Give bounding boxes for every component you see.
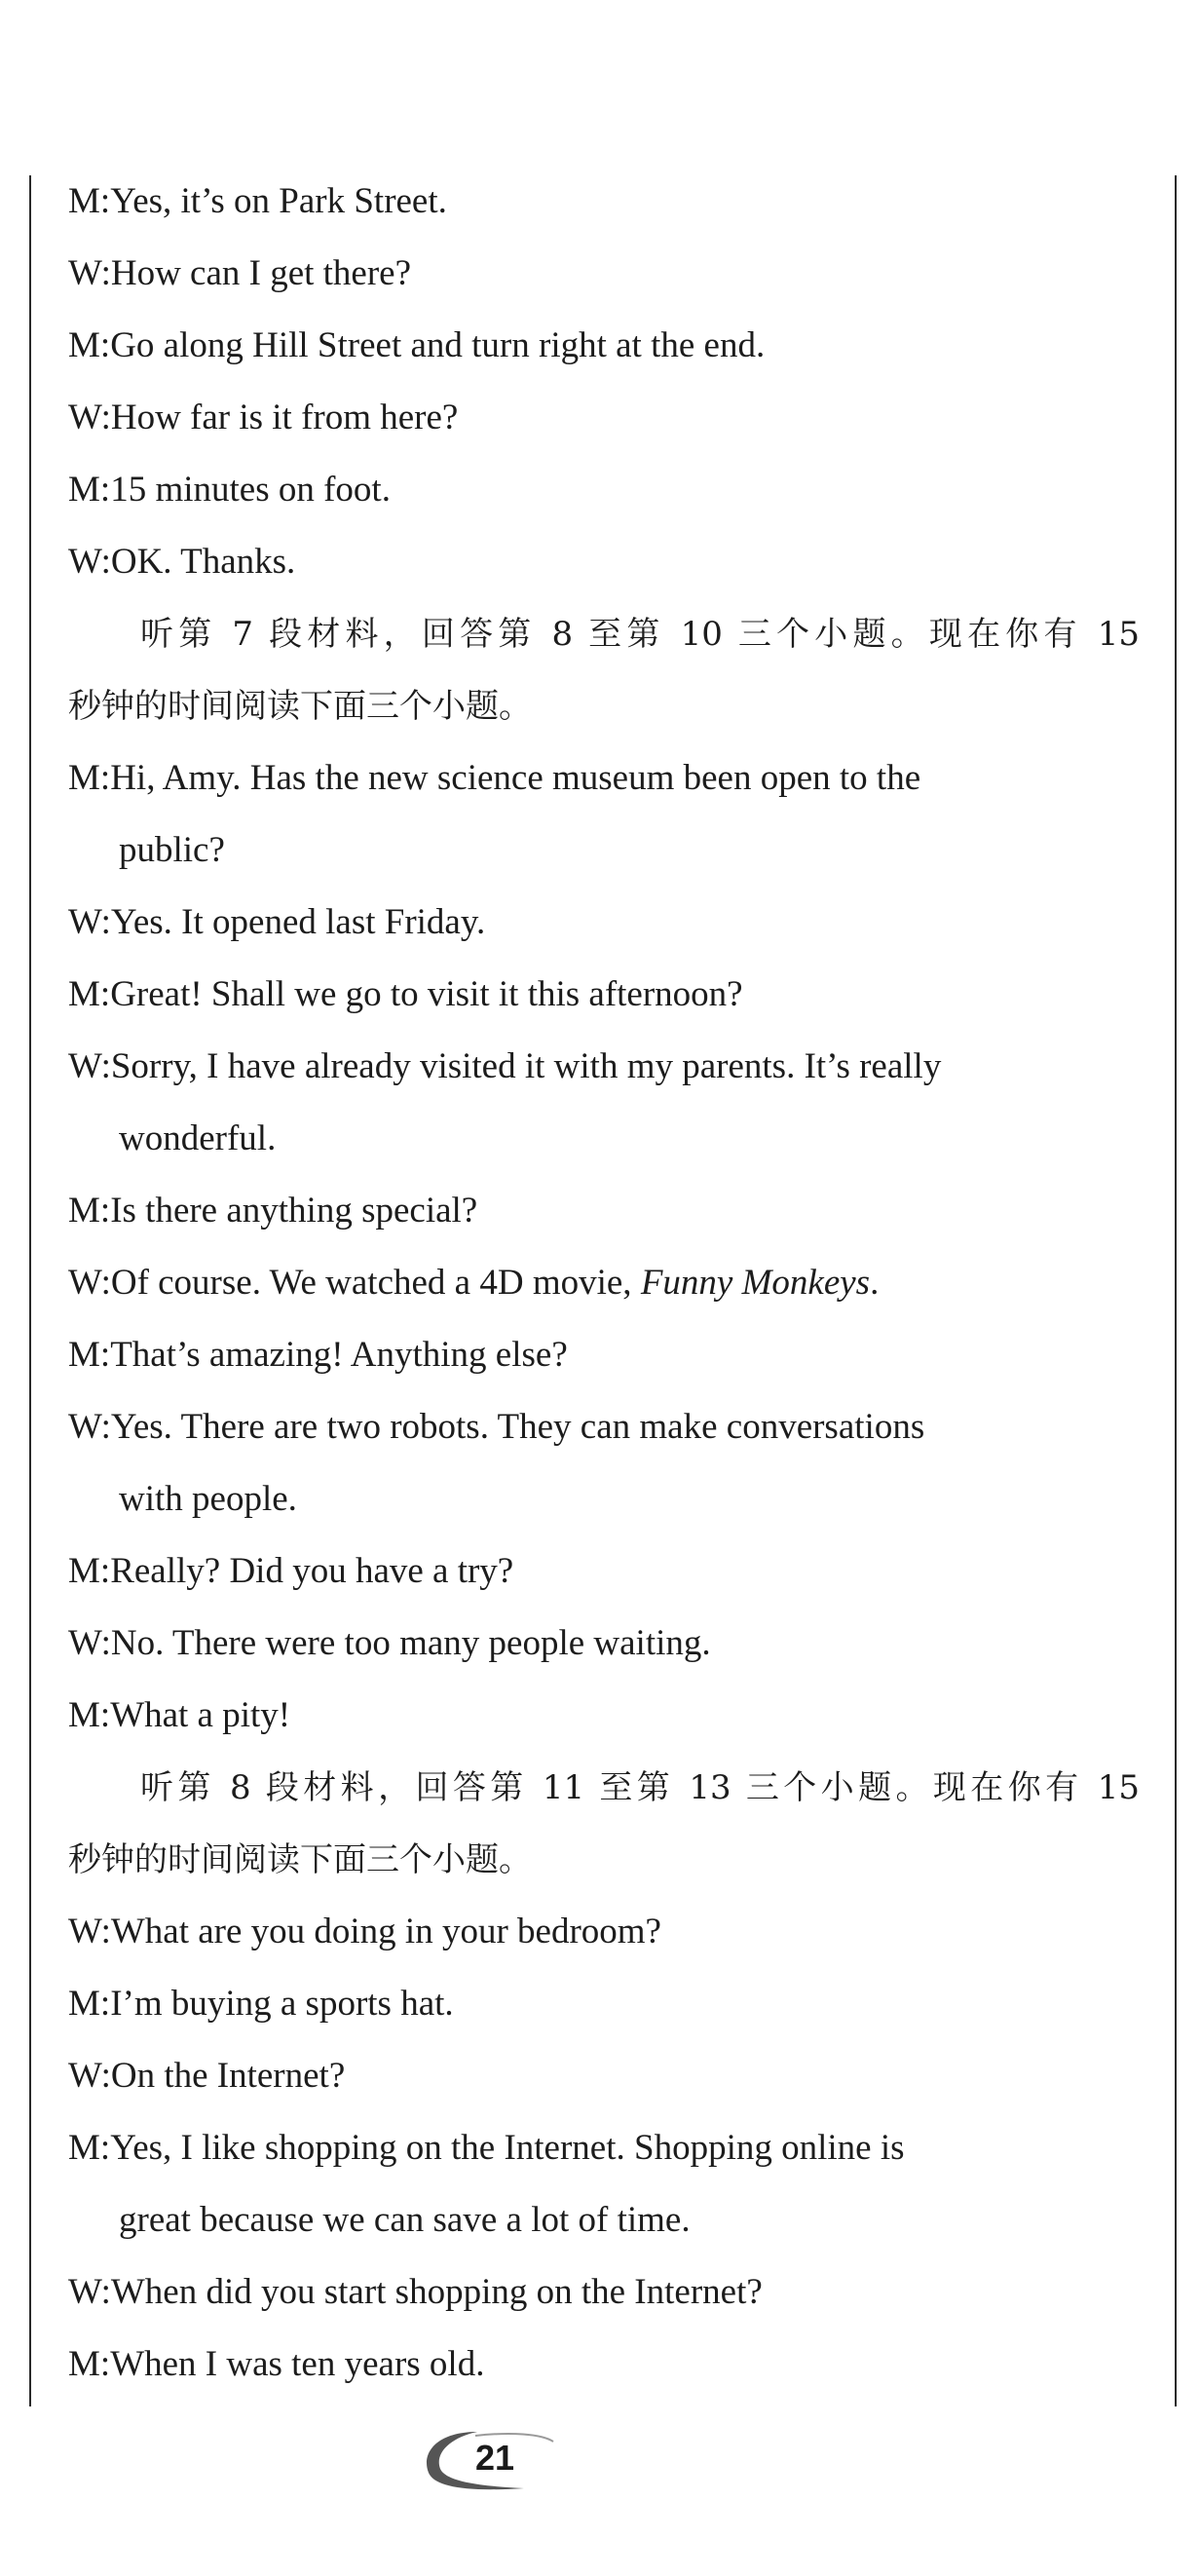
speaker-label: M	[68, 2344, 100, 2384]
dialogue-text: Sorry, I have already visited it with my parents. It’s really	[110, 1046, 942, 1086]
dialogue-line: M:Go along Hill Street and turn right at the end.	[68, 325, 766, 365]
dialogue-line: M:15 minutes on foot.	[68, 470, 391, 510]
dialogue-line: M:Really? Did you have a try?	[68, 1551, 514, 1591]
dialogue-text: Is there anything special?	[110, 1191, 478, 1231]
movie-title: Funny Monkeys	[640, 1263, 871, 1303]
dialogue-line: M:I’m buying a sports hat.	[68, 1984, 454, 2024]
speaker-label: M	[68, 470, 100, 510]
speaker-label: M	[68, 181, 100, 221]
dialogue-line: W:No. There were too many people waiting.	[68, 1623, 711, 1663]
section-8-instruction-cont: 秒钟的时间阅读下面三个小题。	[68, 1840, 532, 1879]
dialogue-line: W:Sorry, I have already visited it with my parents. It’s really	[68, 1046, 942, 1086]
speaker-label: M	[68, 2128, 100, 2168]
speaker-label: W	[68, 253, 101, 293]
dialogue-text: When I was ten years old.	[110, 2344, 485, 2384]
dialogue-text: Yes, I like shopping on the Internet. Shopping online is	[110, 2128, 905, 2168]
speaker-label: M	[68, 1335, 100, 1375]
dialogue-line: M:Yes, it’s on Park Street.	[68, 181, 447, 221]
dialogue-text: Yes, it’s on Park Street.	[110, 181, 447, 221]
dialogue-text: Great! Shall we go to visit it this afternoon?	[110, 974, 743, 1014]
dialogue-text: OK. Thanks.	[110, 542, 296, 582]
dialogue-line: W:When did you start shopping on the Internet?	[68, 2272, 763, 2312]
dialogue-line-continuation: with people.	[119, 1479, 297, 1519]
speaker-label: M	[68, 974, 100, 1014]
dialogue-line: M:What a pity!	[68, 1695, 291, 1735]
dialogue-line: W:What are you doing in your bedroom?	[68, 1912, 661, 1951]
speaker-label: W	[68, 1407, 101, 1447]
dialogue-text: That’s amazing! Anything else?	[110, 1335, 568, 1375]
section-7-instruction: 听第 7 段材料，回答第 8 至第 10 三个小题。现在你有 15	[140, 615, 1140, 654]
dialogue-text: No. There were too many people waiting.	[110, 1623, 711, 1663]
dialogue-line: W:Yes. There are two robots. They can make conversations	[68, 1407, 925, 1447]
dialogue-content	[68, 166, 1140, 2401]
dialogue-line-continuation: wonderful.	[119, 1118, 277, 1158]
dialogue-line: W:How far is it from here?	[68, 398, 459, 437]
speaker-label: M	[68, 1551, 100, 1591]
dialogue-line: M:When I was ten years old.	[68, 2344, 485, 2384]
dialogue-line: M:That’s amazing! Anything else?	[68, 1335, 568, 1375]
speaker-label: W	[68, 1912, 101, 1951]
speaker-label: W	[68, 398, 101, 437]
dialogue-text: 15 minutes on foot.	[110, 470, 391, 510]
dialogue-line: M:Is there anything special?	[68, 1191, 478, 1231]
dialogue-text: How far is it from here?	[110, 398, 459, 437]
dialogue-text: Of course. We watched a 4D movie,	[110, 1263, 641, 1303]
dialogue-text-end: .	[870, 1263, 880, 1303]
speaker-label: M	[68, 1191, 100, 1231]
dialogue-line-continuation: great because we can save a lot of time.	[119, 2200, 691, 2240]
dialogue-line: W:OK. Thanks.	[68, 542, 296, 582]
dialogue-text: I’m buying a sports hat.	[110, 1984, 454, 2024]
dialogue-text: Really? Did you have a try?	[110, 1551, 514, 1591]
dialogue-line-continuation: public?	[119, 830, 225, 870]
section-8-instruction: 听第 8 段材料，回答第 11 至第 13 三个小题。现在你有 15	[140, 1768, 1140, 1807]
dialogue-text: On the Internet?	[110, 2056, 346, 2096]
speaker-label: W	[68, 1623, 101, 1663]
page-number: 21	[474, 2438, 515, 2478]
speaker-label: M	[68, 758, 100, 798]
speaker-label: W	[68, 2272, 101, 2312]
dialogue-text: What are you doing in your bedroom?	[110, 1912, 661, 1951]
dialogue-text: Hi, Amy. Has the new science museum been open to the	[110, 758, 921, 798]
dialogue-line: W:Yes. It opened last Friday.	[68, 902, 486, 942]
speaker-label: M	[68, 325, 100, 365]
speaker-label: W	[68, 2056, 101, 2096]
section-7-instruction-cont: 秒钟的时间阅读下面三个小题。	[68, 687, 532, 726]
dialogue-text: Yes. It opened last Friday.	[110, 902, 486, 942]
dialogue-text: How can I get there?	[110, 253, 412, 293]
dialogue-line: M:Great! Shall we go to visit it this afternoon?	[68, 974, 743, 1014]
speaker-label: W	[68, 1263, 101, 1303]
dialogue-line: W:Of course. We watched a 4D movie, Funny Monkeys.	[68, 1263, 880, 1303]
dialogue-line: M:Yes, I like shopping on the Internet. Shopping online is	[68, 2128, 905, 2168]
left-margin-rule	[29, 175, 31, 2406]
speaker-label: M	[68, 1984, 100, 2024]
dialogue-line: M:Hi, Amy. Has the new science museum been open to the	[68, 758, 921, 798]
dialogue-line: W:On the Internet?	[68, 2056, 346, 2096]
page-number-badge	[417, 2426, 563, 2494]
speaker-label: M	[68, 1695, 100, 1735]
dialogue-line: W:How can I get there?	[68, 253, 412, 293]
speaker-label: W	[68, 902, 101, 942]
dialogue-text: What a pity!	[110, 1695, 291, 1735]
speaker-label: W	[68, 542, 101, 582]
dialogue-text: Go along Hill Street and turn right at the end.	[110, 325, 766, 365]
dialogue-text: Yes. There are two robots. They can make conversations	[110, 1407, 925, 1447]
dialogue-text: When did you start shopping on the Internet?	[110, 2272, 763, 2312]
right-margin-rule	[1175, 175, 1177, 2406]
speaker-label: W	[68, 1046, 101, 1086]
